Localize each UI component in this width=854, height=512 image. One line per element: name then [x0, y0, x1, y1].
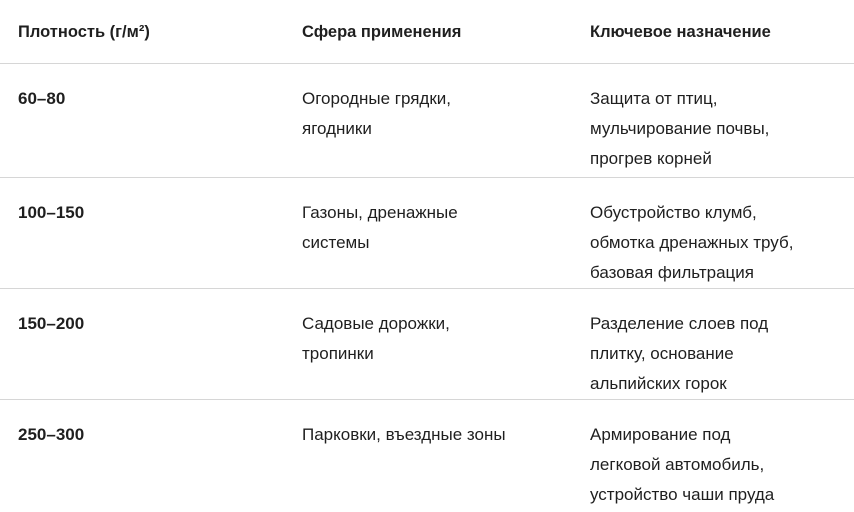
- table-row: [0, 289, 854, 400]
- purpose-cell: Разделение слоев под плитку, основание альпийских горок: [590, 314, 769, 393]
- header-purpose: Ключевое назначение: [590, 23, 771, 41]
- application-cell: Газоны, дренажные системы: [302, 203, 458, 252]
- application-cell: Огородные грядки, ягодники: [302, 89, 451, 138]
- table-row: [0, 178, 854, 289]
- density-cell: 60–80: [18, 89, 66, 108]
- header-application: Сфера применения: [302, 23, 462, 41]
- application-cell: Парковки, въездные зоны: [302, 425, 506, 444]
- header-density: Плотность (г/м²): [18, 23, 150, 41]
- purpose-cell: Защита от птиц, мульчирование почвы, прогрев корней: [590, 89, 770, 168]
- table-row: [0, 400, 854, 512]
- purpose-cell: Армирование под легковой автомобиль, устройство чаши пруда: [590, 425, 775, 504]
- density-cell: 100–150: [18, 203, 85, 222]
- table-header-row: [0, 0, 854, 64]
- application-cell: Садовые дорожки, тропинки: [302, 314, 450, 363]
- density-cell: 250–300: [18, 425, 85, 444]
- density-cell: 150–200: [18, 314, 85, 333]
- purpose-cell: Обустройство клумб, обмотка дренажных труб, базовая фильтрация: [590, 203, 794, 282]
- table-row: [0, 64, 854, 178]
